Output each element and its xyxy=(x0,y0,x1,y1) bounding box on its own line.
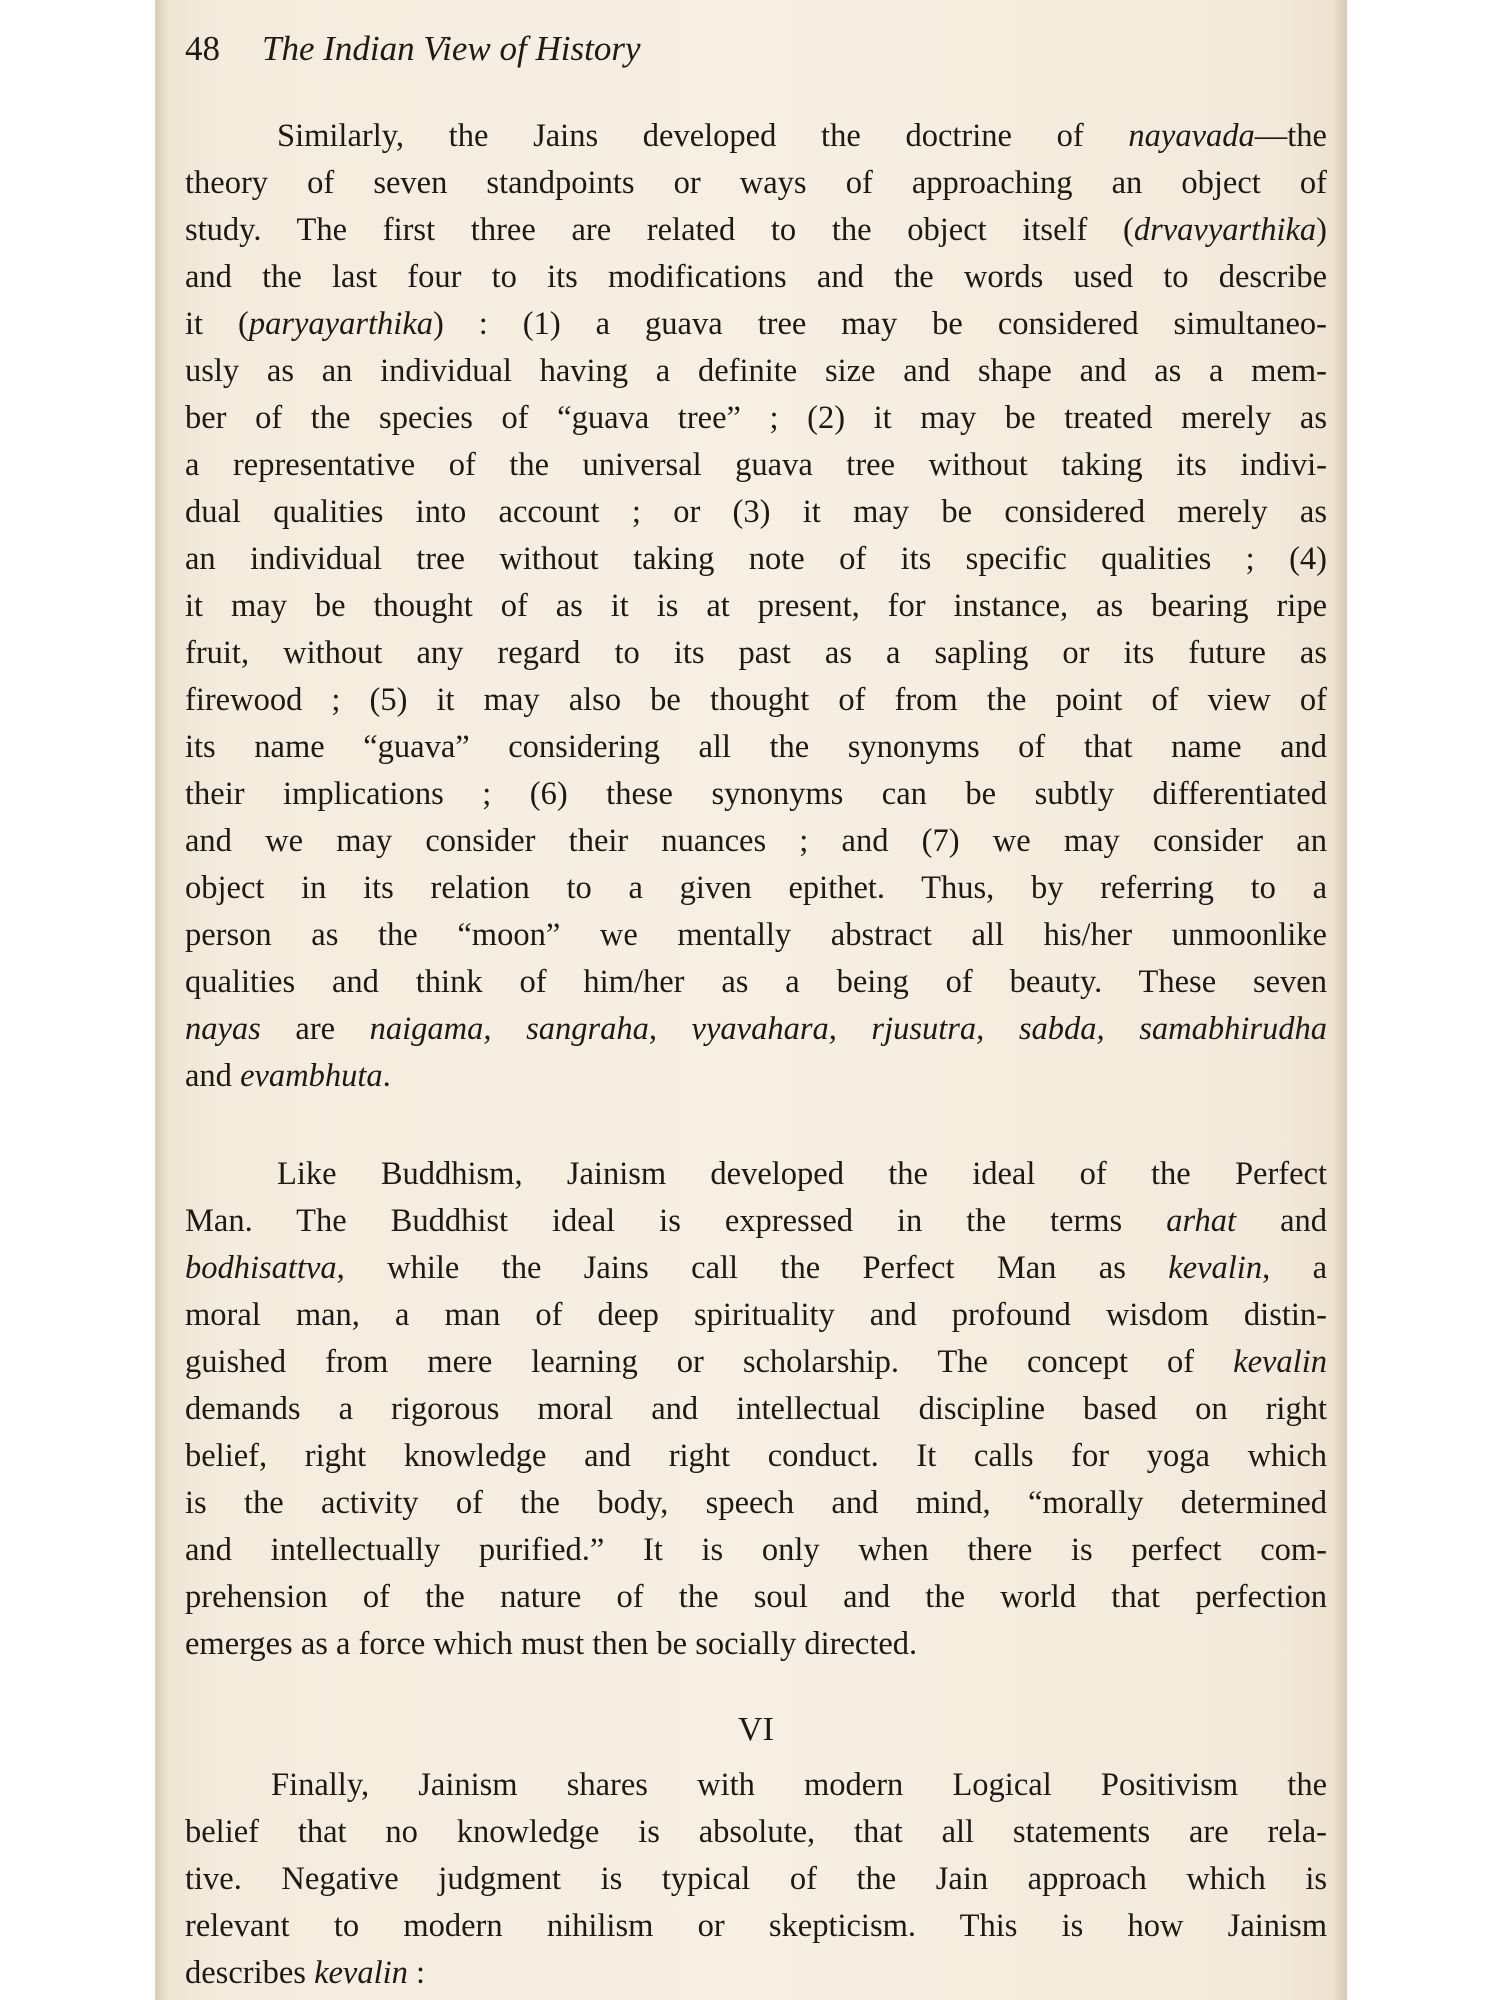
text-line: theory of seven standpoints or ways of approaching an object of xyxy=(185,165,1327,201)
text-line: tive. Negative judgment is typical of the Jain approach which is xyxy=(185,1861,1327,1897)
text-line: describes kevalin : xyxy=(185,1955,426,1991)
text-line: belief, right knowledge and right conduct. It calls for yoga which xyxy=(185,1438,1327,1474)
paragraph-logical-positivism xyxy=(185,1762,1327,1997)
book-page xyxy=(155,0,1347,2000)
text-line: demands a rigorous moral and intellectual discipline based on right xyxy=(185,1391,1327,1427)
text-line: bodhisattva, while the Jains call the Perfect Man as kevalin, a xyxy=(185,1250,1327,1286)
text-line: nayas are naigama, sangraha, vyavahara, rjusutra, sabda, samabhirudha xyxy=(185,1011,1327,1047)
text-line: usly as an individual having a definite size and shape and as a mem- xyxy=(185,353,1327,389)
paragraph-perfect-man xyxy=(185,1151,1327,1668)
page-shadow-right xyxy=(1333,0,1347,2000)
text-line: qualities and think of him/her as a being of beauty. These seven xyxy=(185,964,1327,1000)
text-line: their implications ; (6) these synonyms can be subtly differentiated xyxy=(185,776,1327,812)
text-line: and the last four to its modifications and the words used to describe xyxy=(185,259,1327,295)
text-line: prehension of the nature of the soul and the world that perfection xyxy=(185,1579,1327,1615)
text-line: fruit, without any regard to its past as a sapling or its future as xyxy=(185,635,1327,671)
text-line: object in its relation to a given epithet. Thus, by referring to a xyxy=(185,870,1327,906)
text-line: a representative of the universal guava tree without taking its indivi- xyxy=(185,447,1327,483)
text-line: moral man, a man of deep spirituality and profound wisdom distin- xyxy=(185,1297,1327,1333)
text-line: Like Buddhism, Jainism developed the ideal of the Perfect xyxy=(277,1156,1327,1192)
text-line: guished from mere learning or scholarship. The concept of kevalin xyxy=(185,1344,1327,1380)
text-line: emerges as a force which must then be socially directed. xyxy=(185,1626,918,1662)
text-line: it (paryayarthika) : (1) a guava tree may be considered simultaneo- xyxy=(185,306,1327,342)
text-line: study. The first three are related to the object itself (drvavyarthika) xyxy=(185,212,1327,248)
text-line: belief that no knowledge is absolute, that all statements are rela- xyxy=(185,1814,1327,1850)
text-line: is the activity of the body, speech and mind, “morally determined xyxy=(185,1485,1327,1521)
text-line: firewood ; (5) it may also be thought of from the point of view of xyxy=(185,682,1327,718)
text-line: its name “guava” considering all the synonyms of that name and xyxy=(185,729,1327,765)
text-line: it may be thought of as it is at present, for instance, as bearing ripe xyxy=(185,588,1327,624)
section-heading: VI xyxy=(738,1711,774,1748)
text-line: relevant to modern nihilism or skepticism. This is how Jainism xyxy=(185,1908,1327,1944)
text-line: Finally, Jainism shares with modern Logical Positivism the xyxy=(271,1767,1327,1803)
text-line: Similarly, the Jains developed the doctrine of nayavada—the xyxy=(277,118,1327,154)
text-line: an individual tree without taking note of its specific qualities ; (4) xyxy=(185,541,1327,577)
text-line: dual qualities into account ; or (3) it may be considered merely as xyxy=(185,494,1327,530)
text-line: Man. The Buddhist ideal is expressed in the terms arhat and xyxy=(185,1203,1327,1239)
running-title: The Indian View of History xyxy=(262,29,641,68)
page-shadow-left xyxy=(155,0,169,2000)
text-line: ber of the species of “guava tree” ; (2) it may be treated merely as xyxy=(185,400,1327,436)
paragraph-nayavada xyxy=(185,113,1327,1100)
page-number: 48 xyxy=(185,29,220,68)
text-line: person as the “moon” we mentally abstract all his/her unmoonlike xyxy=(185,917,1327,953)
text-line: and intellectually purified.” It is only when there is perfect com- xyxy=(185,1532,1327,1568)
text-line: and we may consider their nuances ; and (7) we may consider an xyxy=(185,823,1327,859)
running-header xyxy=(185,24,641,74)
text-line: and evambhuta. xyxy=(185,1058,391,1094)
